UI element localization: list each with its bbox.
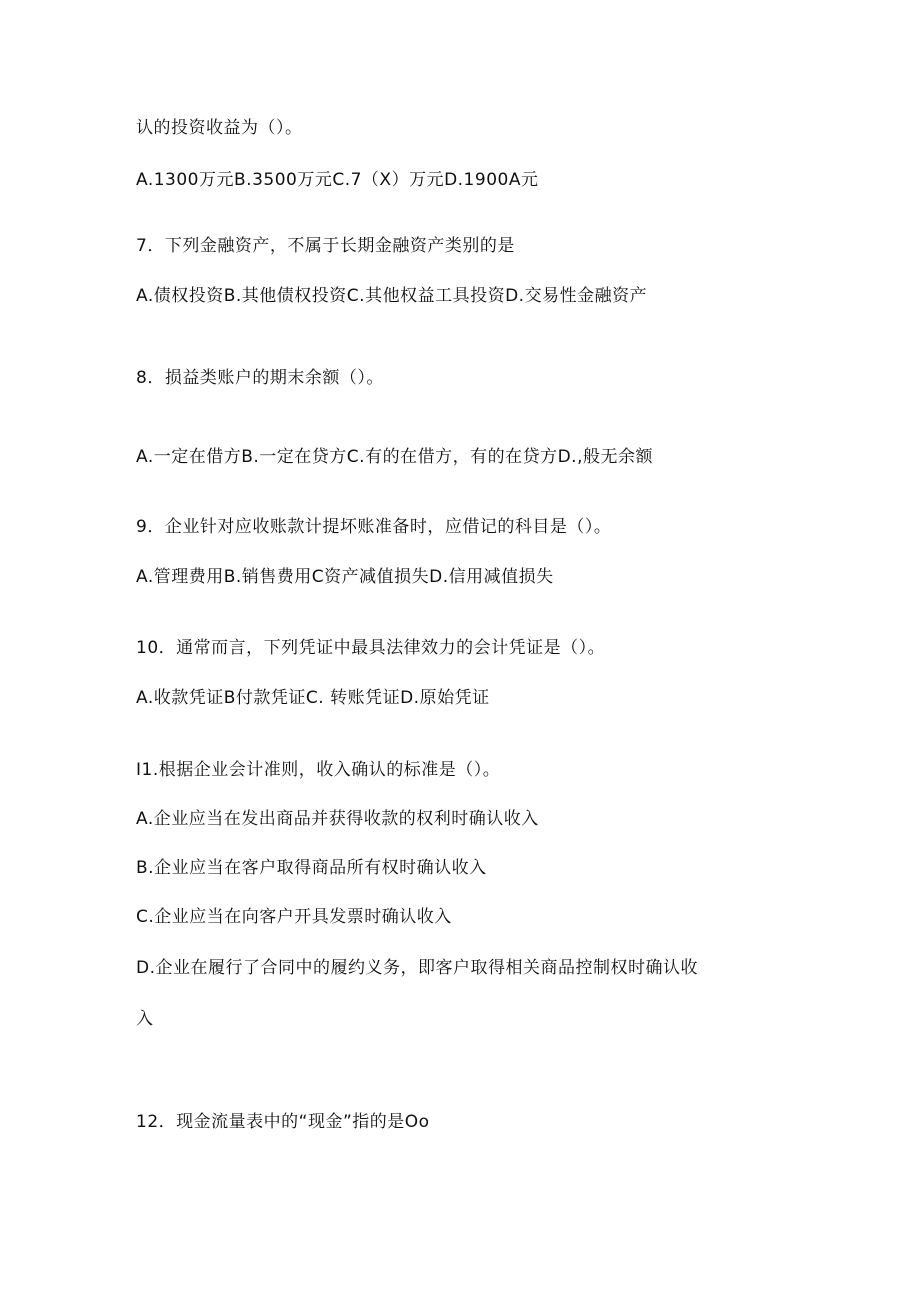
question-10-stem: 10．通常而言，下列凭证中最具法律效力的会计凭证是（）。 bbox=[136, 638, 606, 658]
question-7-stem: 7．下列金融资产，不属于长期金融资产类别的是 bbox=[136, 236, 515, 256]
question-11-option-d: D.企业在履行了合同中的履约义务，即客户取得相关商品控制权时确认收 bbox=[136, 958, 698, 978]
question-11-option-b: B.企业应当在客户取得商品所有权时确认收入 bbox=[136, 858, 487, 878]
question-6-options: A.1300万元B.3500万元C.7（X）万元D.1900A元 bbox=[136, 170, 539, 190]
question-11-option-a: A.企业应当在发出商品并获得收款的权利时确认收入 bbox=[136, 809, 539, 829]
question-9-stem: 9．企业针对应收账款计提坏账准备时，应借记的科目是（）。 bbox=[136, 517, 612, 537]
question-10-options: A.收款凭证B付款凭证C. 转账凭证D.原始凭证 bbox=[136, 688, 490, 708]
question-7-options: A.债权投资B.其他债权投资C.其他权益工具投资D.交易性金融资产 bbox=[136, 286, 648, 306]
question-8-options: A.一定在借方B.一定在贷方C.有的在借方，有的在贷方D.,般无余额 bbox=[136, 447, 653, 467]
question-12-stem: 12．现金流量表中的“现金”指的是Oo bbox=[136, 1112, 430, 1132]
question-8-stem: 8．损益类账户的期末余额（）。 bbox=[136, 368, 384, 388]
question-9-options: A.管理费用B.销售费用C资产减值损失D.信用减值损失 bbox=[136, 567, 554, 587]
question-6-continuation: 认的投资收益为（）。 bbox=[136, 118, 303, 138]
question-11-option-c: C.企业应当在向客户开具发票时确认收入 bbox=[136, 907, 452, 927]
question-11-option-d-continuation: 入 bbox=[136, 1009, 154, 1029]
question-11-stem: I1.根据企业会计准则，收入确认的标准是（）。 bbox=[136, 760, 501, 780]
